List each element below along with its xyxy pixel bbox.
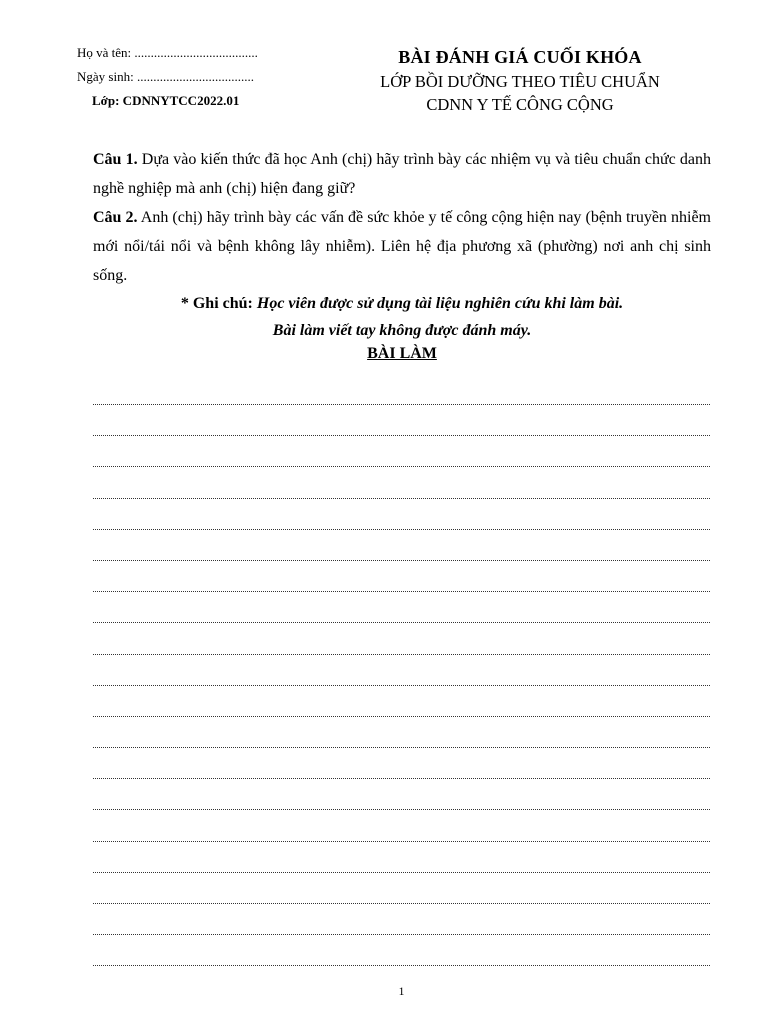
answer-line: [93, 560, 710, 561]
answer-line: [93, 747, 710, 748]
question-1: [93, 145, 711, 203]
work-section-title: BÀI LÀM: [367, 345, 437, 362]
note-line-1: [93, 290, 711, 317]
answer-lines: [93, 404, 710, 997]
question-text: Anh (chị) hãy trình bày các vấn đề sức khỏe y tế công cộng hiện nay (bệnh truyền nhiễm mới nổi/tái nổi và bệnh không lây nhiễm). Liên hệ địa phương xã (phường) nơi anh chị sinh sống.: [93, 209, 712, 284]
answer-line: [93, 872, 710, 873]
dob-field: Ngày sinh: ....................................: [77, 69, 254, 84]
answer-line: [93, 903, 710, 904]
note-text-2: Bài làm viết tay không được đánh máy.: [272, 322, 532, 339]
answer-line: [93, 934, 710, 935]
questions-block: [93, 145, 711, 290]
answer-line: [93, 529, 710, 530]
answer-line: [93, 435, 710, 436]
note-label: * Ghi chú:: [180, 295, 253, 312]
note-line-2: [93, 317, 711, 344]
question-text: Dựa vào kiến thức đã học Anh (chị) hãy trình bày các nhiệm vụ và tiêu chuẩn chức danh nghề nghiệp mà anh (chị) hiện đang giữ?: [93, 151, 712, 197]
answer-line: [93, 466, 710, 467]
exam-subtitle-2: CDNN Y TẾ CÔNG CỘNG: [426, 95, 614, 114]
question-label: Câu 1.: [93, 151, 138, 168]
page-number: 1: [398, 984, 405, 998]
answer-line: [93, 591, 710, 592]
answer-line: [93, 622, 710, 623]
answer-line: [93, 685, 710, 686]
exam-subtitle-1: LỚP BỒI DƯỠNG THEO TIÊU CHUẨN: [380, 72, 660, 91]
answer-line: [93, 498, 710, 499]
note-block: [93, 290, 711, 344]
exam-title: BÀI ĐÁNH GIÁ CUỐI KHÓA: [398, 47, 642, 67]
question-label: Câu 2.: [93, 209, 138, 226]
answer-line: [93, 841, 710, 842]
question-2: [93, 203, 711, 290]
note-text-1: Học viên được sử dụng tài liệu nghiên cứu khi làm bài.: [256, 295, 624, 312]
answer-line: [93, 965, 710, 966]
answer-line: [93, 654, 710, 655]
class-code: Lớp: CDNNYTCC2022.01: [92, 93, 240, 108]
answer-line: [93, 778, 710, 779]
answer-line: [93, 404, 710, 405]
answer-line: [93, 716, 710, 717]
exam-title-block: [330, 44, 710, 116]
name-field: Họ và tên: ......................................: [77, 45, 258, 60]
answer-line: [93, 809, 710, 810]
student-info-block: [72, 44, 312, 116]
